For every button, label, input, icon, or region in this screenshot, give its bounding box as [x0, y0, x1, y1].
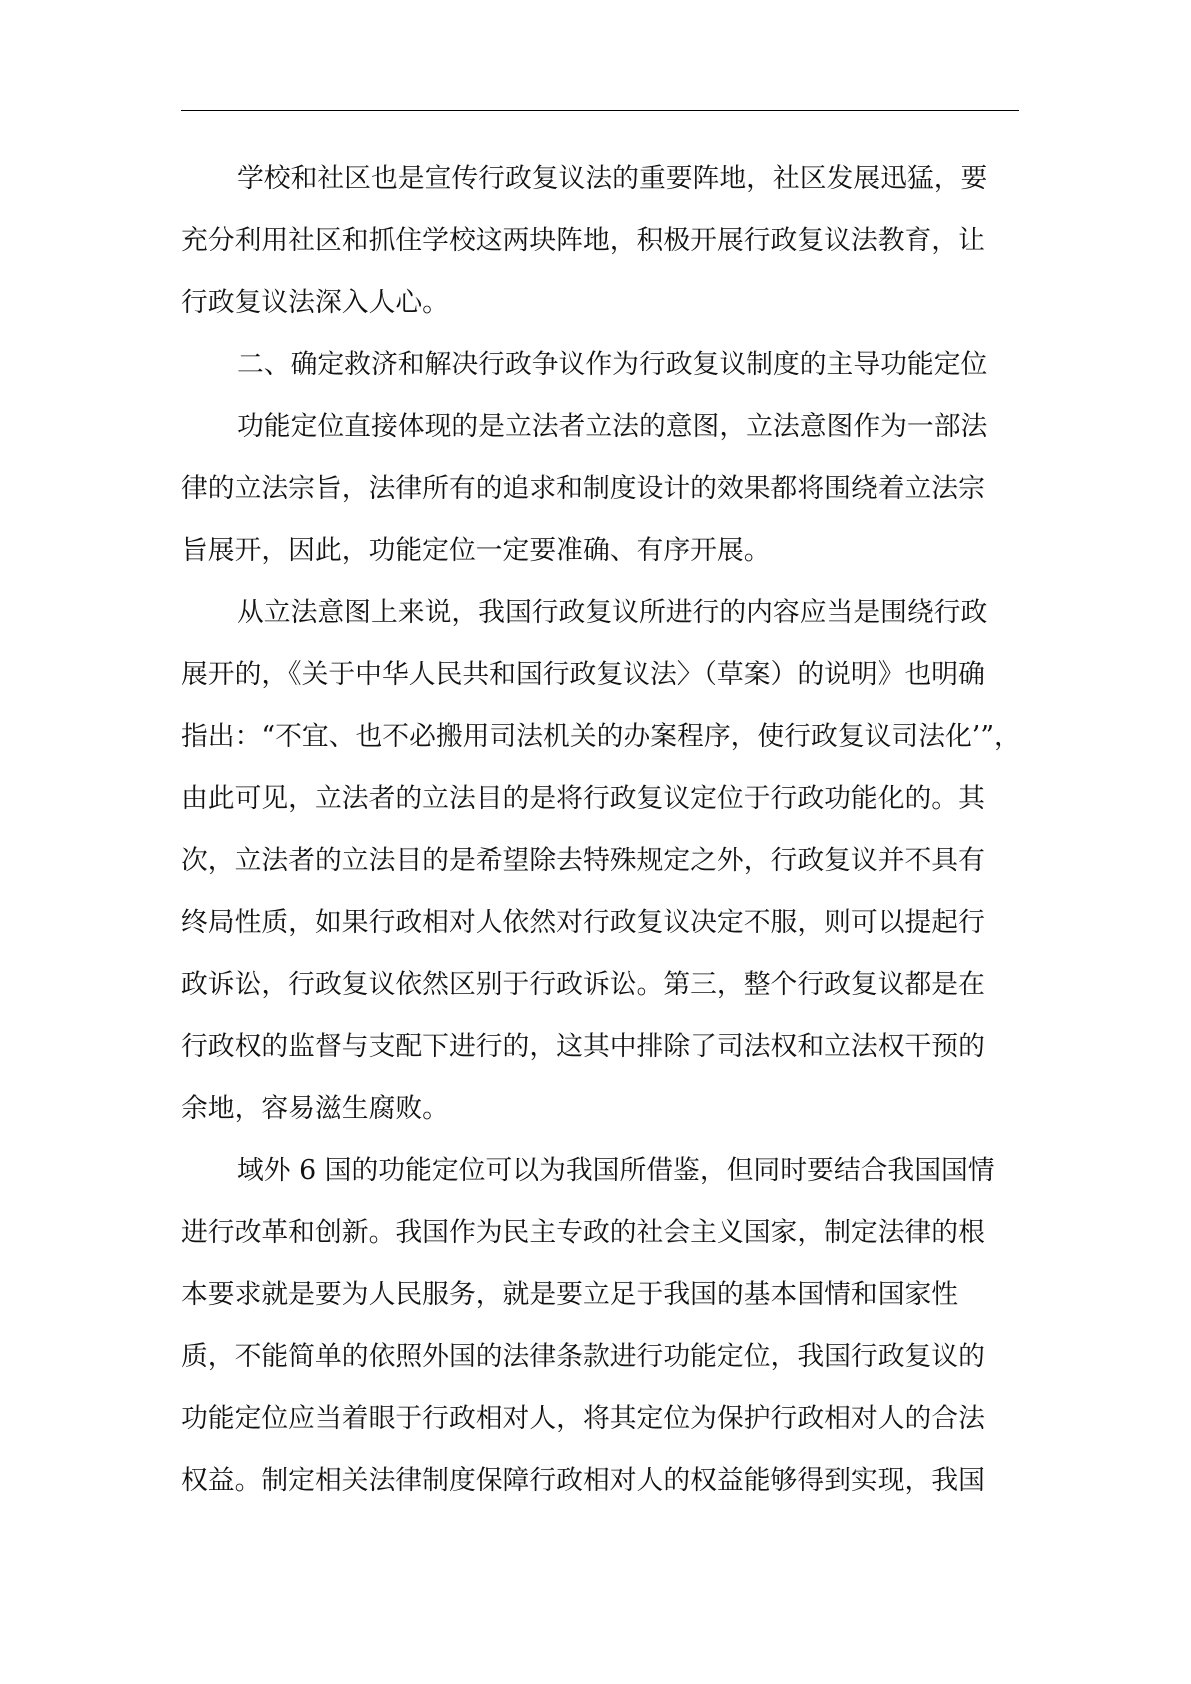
text-line: 本要求就是要为人民服务，就是要立足于我国的基本国情和国家性 [181, 1279, 959, 1310]
text-line: 从立法意图上来说，我国行政复议所进行的内容应当是围绕行政 [237, 597, 988, 628]
body-text [181, 148, 1023, 1512]
section-heading: 二、确定救济和解决行政争议作为行政复议制度的主导功能定位 [237, 349, 988, 380]
text-line: 功能定位直接体现的是立法者立法的意图，立法意图作为一部法 [237, 411, 988, 442]
text-line: 学校和社区也是宣传行政复议法的重要阵地，社区发展迅猛，要 [237, 163, 988, 194]
text-line: 功能定位应当着眼于行政相对人，将其定位为保护行政相对人的合法 [181, 1403, 985, 1434]
text-line: 余地，容易滋生腐败。 [181, 1093, 449, 1124]
text-line: 由此可见，立法者的立法目的是将行政复议定位于行政功能化的。其 [181, 783, 985, 814]
text-line: 政诉讼，行政复议依然区别于行政诉讼。第三，整个行政复议都是在 [181, 969, 985, 1000]
text-line: 律的立法宗旨，法律所有的追求和制度设计的效果都将围绕着立法宗 [181, 473, 985, 504]
text-line: 行政复议法深入人心。 [181, 287, 449, 318]
text-line: 次，立法者的立法目的是希望除去特殊规定之外，行政复议并不具有 [181, 845, 985, 876]
text-line: 充分利用社区和抓住学校这两块阵地，积极开展行政复议法教育，让 [181, 225, 985, 256]
text-line: 质，不能简单的依照外国的法律条款进行功能定位，我国行政复议的 [181, 1341, 985, 1372]
text-line: 行政权的监督与支配下进行的，这其中排除了司法权和立法权干预的 [181, 1031, 985, 1062]
text-line: 权益。制定相关法律制度保障行政相对人的权益能够得到实现，我国 [181, 1465, 985, 1496]
text-line: 终局性质，如果行政相对人依然对行政复议决定不服，则可以提起行 [181, 907, 985, 938]
header-rule [181, 110, 1019, 111]
text-line: 展开的，《关于中华人民共和国行政复议法〉（草案）的说明》也明确 [181, 659, 985, 690]
text-line: 旨展开，因此，功能定位一定要准确、有序开展。 [181, 535, 771, 566]
text-line: 指出：“不宜、也不必搬用司法机关的办案程序，使行政复议司法化’”， [181, 721, 1021, 752]
text-line: 域外 6 国的功能定位可以为我国所借鉴，但同时要结合我国国情 [237, 1155, 995, 1186]
text-line: 进行改革和创新。我国作为民主专政的社会主义国家，制定法律的根 [181, 1217, 985, 1248]
